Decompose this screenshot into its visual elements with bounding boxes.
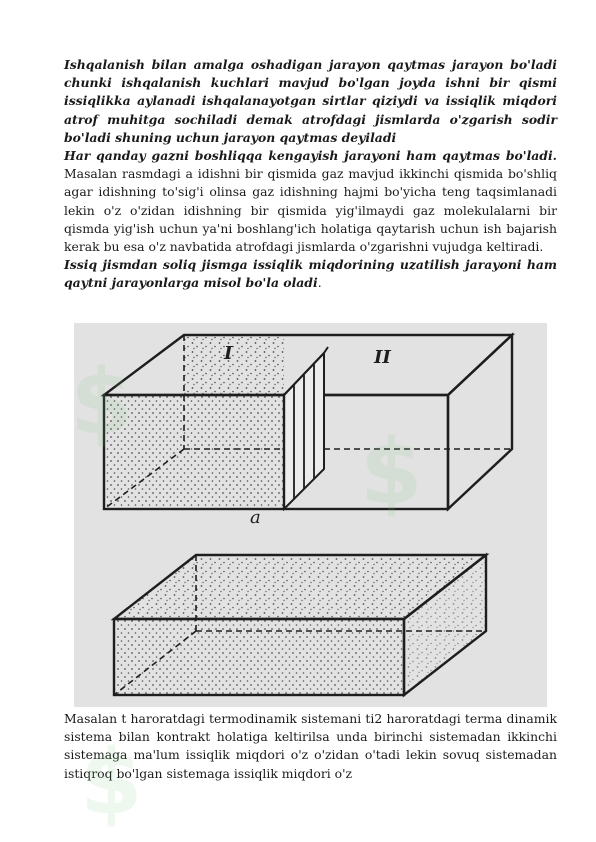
right-face-outline: [448, 335, 512, 509]
label-region-one: I: [224, 343, 233, 364]
paragraph-gas-expansion-lead: Har qanday gazni boshliqqa kengayish jarayoni ham qaytmas bo'ladi.: [64, 148, 557, 164]
text-column-bottom: [64, 710, 557, 783]
paragraph-gas-expansion-body: Masalan rasmdagi a idishni bir qismida gaz mavjud ikkinchi qismida bo'shliq agar idishning to'sig'i olinsa gaz idishning hajmi bo'yicha teng taqsimlanadi lekin o'z o'zidan idishning bir qismida yig'ilmaydi gaz molekulalarni bir qismda yig'ish uchun ya'ni boshlang'ich holatiga qaytarish uchun ish bajarish kerak bu esa o'z navbatida atrofdagi jismlarda o'zgarishni vujudga keltiradi.: [64, 166, 557, 255]
label-region-two: II: [374, 347, 391, 368]
vessel-top: [104, 335, 512, 509]
paragraph-irreversible-friction: Ishqalanish bilan amalga oshadigan jarayon qaytmas jarayon bo'ladi chunki ishqalanish kuchlari mavjud bo'lgan joyda ishni bir qismi issiqlikka aylanadi ishqalanayotgan sirtlar qiziydi va issiqlik miqdori atrof muhitga sochiladi demak atrofdagi jismlarda o'zgarish sodir bo'ladi shuning uchun jarayon qaytmas deyiladi: [64, 57, 557, 145]
watermark-bottom: $: [80, 730, 143, 835]
gas-front-face: [104, 395, 284, 509]
gas-top-face: [184, 335, 284, 395]
vessel-bottom: [114, 555, 486, 695]
partition-wall: [284, 347, 328, 509]
figure-gas-vessels: [74, 323, 547, 707]
paragraph-heat-transfer: Issiq jismdan soliq jismga issiqlik miqdorining uzatilish jarayoni ham qaytni jarayonlarga misol bo'la oladi: [64, 257, 557, 291]
text-column: [64, 56, 557, 293]
paragraph-heat-transfer-dot: .: [317, 275, 322, 291]
paragraph-example-systems: Masalan t haroratdagi termodinamik sistemani ti2 haroratdagi terma dinamik sistema bilan kontrakt holatiga keltirilsa unda birinchi sistemadan ikkinchi sistemaga ma'lum issiqlik miqdori o'z o'zidan o'tadi lekin sovuq sistemadan istiqroq bo'lgan sistemaga issiqlik miqdori o'z: [64, 711, 557, 781]
label-figure-a: a: [250, 507, 261, 528]
figure-drawing: [74, 323, 547, 707]
